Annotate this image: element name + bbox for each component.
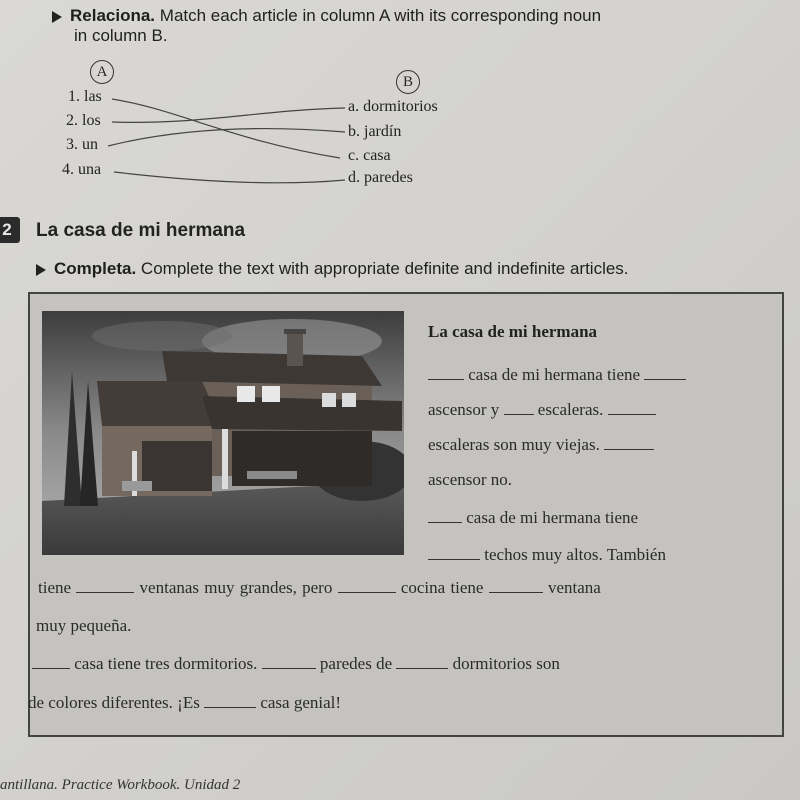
blank[interactable] xyxy=(428,365,464,380)
passage-line-4: ascensor no. xyxy=(428,470,513,489)
passage-line-3: escaleras son muy viejas. xyxy=(428,435,654,455)
blank[interactable] xyxy=(76,578,134,593)
play-arrow-icon xyxy=(36,264,46,276)
section-title: La casa de mi hermana xyxy=(36,220,246,241)
exercise-2-instruction xyxy=(36,259,629,279)
match-line-4 xyxy=(114,172,345,183)
blank[interactable] xyxy=(604,435,654,450)
passage-line-8: muy pequeña. xyxy=(36,616,132,635)
passage-line-9: casa tiene tres dormitorios. paredes de dormitorios son xyxy=(32,654,560,674)
passage-heading: La casa de mi hermana xyxy=(428,322,598,341)
matching-lines xyxy=(0,0,800,220)
blank[interactable] xyxy=(262,654,316,669)
passage-line-5: casa de mi hermana tiene xyxy=(428,508,638,528)
page-footer: antillana. Practice Workbook. Unidad 2 xyxy=(0,777,241,793)
column-b-label: B xyxy=(396,70,420,94)
col-a-item-4: 4. una xyxy=(62,161,102,178)
instruction-text: Match each article in column A with its corresponding noun xyxy=(159,6,602,25)
passage-line-1: casa de mi hermana tiene xyxy=(428,365,686,385)
col-a-item-2: 2. los xyxy=(66,112,101,129)
blank[interactable] xyxy=(608,400,656,415)
column-a-label: A xyxy=(90,60,114,84)
instruction-text: Complete the text with appropriate definite and indefinite articles. xyxy=(140,259,629,278)
passage-line-2: ascensor y escaleras. xyxy=(428,400,656,420)
blank[interactable] xyxy=(204,693,256,708)
blank[interactable] xyxy=(489,578,543,593)
house-photo xyxy=(42,311,404,555)
blank[interactable] xyxy=(504,400,534,415)
col-b-item-b: b. jardín xyxy=(348,123,402,140)
match-line-1 xyxy=(112,99,340,158)
blank[interactable] xyxy=(428,508,462,523)
col-b-item-d: d. paredes xyxy=(348,169,413,186)
blank[interactable] xyxy=(428,545,480,560)
col-b-item-a: a. dormitorios xyxy=(348,98,438,115)
instruction-text-2: in column B. xyxy=(74,26,168,45)
instruction-bold: Completa. xyxy=(54,259,137,278)
blank[interactable] xyxy=(396,654,448,669)
passage-line-10: de colores diferentes. ¡Es casa genial! xyxy=(28,693,342,712)
blank[interactable] xyxy=(644,365,686,380)
section-number: 2 xyxy=(0,217,20,243)
col-a-item-1: 1. las xyxy=(68,88,102,105)
blank[interactable] xyxy=(338,578,396,593)
col-b-item-c: c. casa xyxy=(348,147,391,164)
passage-line-7: tiene ventanas muy grandes, pero cocina tiene ventana xyxy=(38,578,601,597)
col-a-item-3: 3. un xyxy=(66,136,98,153)
passage-line-6: techos muy altos. También xyxy=(428,545,666,565)
blank[interactable] xyxy=(32,654,70,669)
match-line-2 xyxy=(112,108,345,122)
instruction-bold: Relaciona. xyxy=(70,6,156,25)
